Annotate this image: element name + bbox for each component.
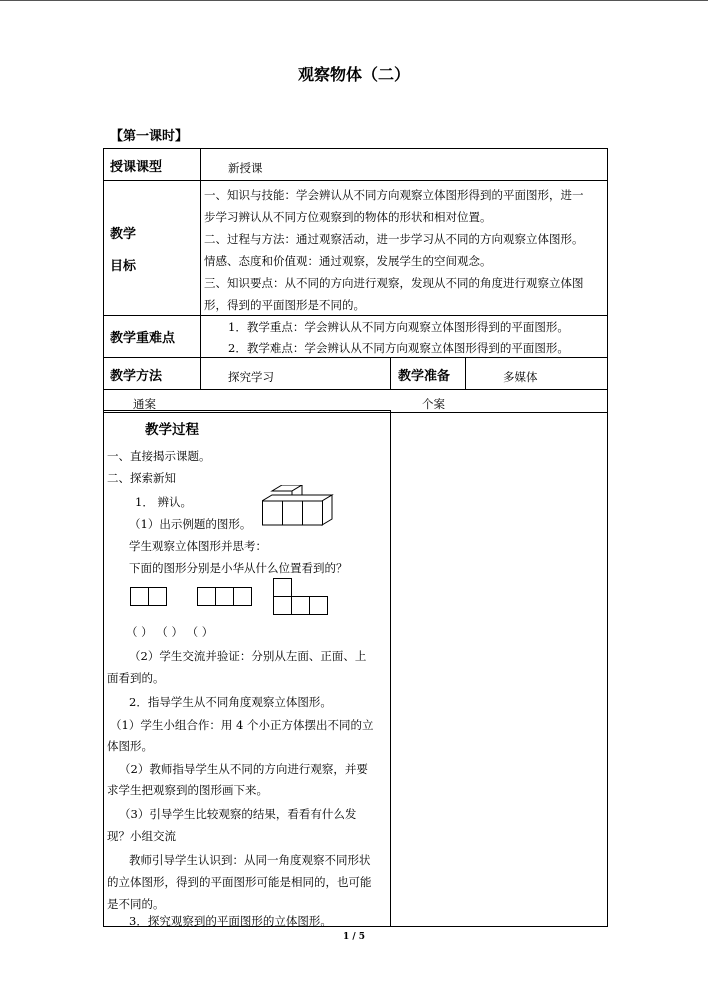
view-square — [273, 596, 292, 615]
process-line: 学生观察立体图形并思考： — [129, 539, 267, 553]
process-line: 二、探索新知 — [107, 471, 176, 485]
process-line: 1． 辨认。 — [135, 495, 192, 509]
key-point-line: 1．教学重点：学会辨认从不同方向观察立体图形得到的平面图形。 — [228, 320, 569, 334]
process-line: （1）学生小组合作：用 4 个小正方体摆出不同的立 — [110, 718, 374, 732]
bottom-border — [391, 926, 608, 927]
process-line: 的立体图形，得到的平面图形可能是相同的，也可能 — [107, 875, 372, 889]
prep-value: 多媒体 — [503, 370, 538, 384]
key-point-line: 2．教学难点：学会辨认从不同方向观察立体图形得到的平面图形。 — [228, 341, 569, 355]
goal-line: 三、知识要点：从不同的方向进行观察，发现从不同的角度进行观察立体图 — [204, 276, 584, 290]
process-line: （2）学生交流并验证：分别从左面、正面、上 — [129, 649, 367, 663]
row-divider — [103, 180, 608, 181]
page-title: 观察物体（二） — [297, 65, 410, 84]
view-square — [215, 587, 234, 606]
course-type-label: 授课课型 — [110, 160, 163, 175]
lesson-label: 【第一课时】 — [110, 129, 189, 144]
view-square — [273, 578, 292, 597]
right-column-border — [607, 410, 608, 927]
view-square — [130, 587, 149, 606]
goal-line: 一、知识与技能：学会辨认从不同方向观察立体图形得到的平面图形，进一 — [204, 188, 584, 202]
column-divider — [200, 148, 201, 389]
goal-line: 形，得到的平面图形是不同的。 — [204, 298, 365, 312]
course-type-value: 新授课 — [228, 161, 263, 175]
method-value: 探究学习 — [228, 370, 274, 384]
goal-line: 二、过程与方法：通过观察活动，进一步学习从不同的方向观察立体图形。 — [204, 232, 584, 246]
column-divider — [390, 357, 391, 389]
view-square — [233, 587, 252, 606]
cube-figure — [262, 485, 337, 531]
process-line: 一、直接揭示课题。 — [107, 449, 211, 463]
process-line: 现？小组交流 — [107, 829, 176, 843]
goal-line: 情感、态度和价值观：通过观察，发展学生的空间观念。 — [204, 254, 492, 268]
page-number: 1 / 5 — [342, 932, 366, 942]
process-line: 求学生把观察到的图形画下来。 — [107, 783, 268, 797]
process-line: 体图形。 — [107, 739, 153, 753]
process-line: 2．指导学生从不同角度观察立体图形。 — [129, 695, 332, 709]
column-divider — [465, 357, 466, 389]
process-line: 下面的图形分别是小华从什么位置看到的？ — [129, 561, 348, 575]
process-line: 教师引导学生认识到：从同一角度观察不同形状 — [129, 853, 371, 867]
personal-plan-label: 个案 — [422, 397, 445, 411]
key-points-label: 教学重难点 — [110, 331, 176, 346]
view-square — [197, 587, 216, 606]
process-line: 是不同的。 — [107, 897, 165, 911]
prep-label: 教学准备 — [398, 369, 451, 384]
process-line: （2）教师指导学生从不同的方向进行观察，并要 — [119, 762, 368, 776]
view-square — [148, 587, 167, 606]
goal-label-2: 目标 — [110, 259, 137, 274]
row-divider — [103, 389, 608, 390]
common-plan-label: 通案 — [133, 397, 156, 411]
process-line: （1）出示例题的图形。 — [129, 517, 252, 531]
goal-line: 步学习辨认从不同方位观察到的物体的形状和相对位置。 — [204, 210, 492, 224]
view-square — [291, 596, 310, 615]
process-line: 面看到的。 — [107, 671, 165, 685]
process-line: 3．探究观察到的平面图形的立体图形。 — [129, 914, 332, 928]
answer-blanks: （ ） （ ） （ ） — [126, 625, 214, 639]
process-heading: 教学过程 — [145, 422, 199, 438]
process-line: （3）引导学生比较观察的结果，看看有什么发 — [119, 807, 357, 821]
page-top-rule — [0, 0, 708, 1]
method-label: 教学方法 — [110, 369, 163, 384]
goal-label-1: 教学 — [110, 227, 137, 242]
view-square — [309, 596, 328, 615]
